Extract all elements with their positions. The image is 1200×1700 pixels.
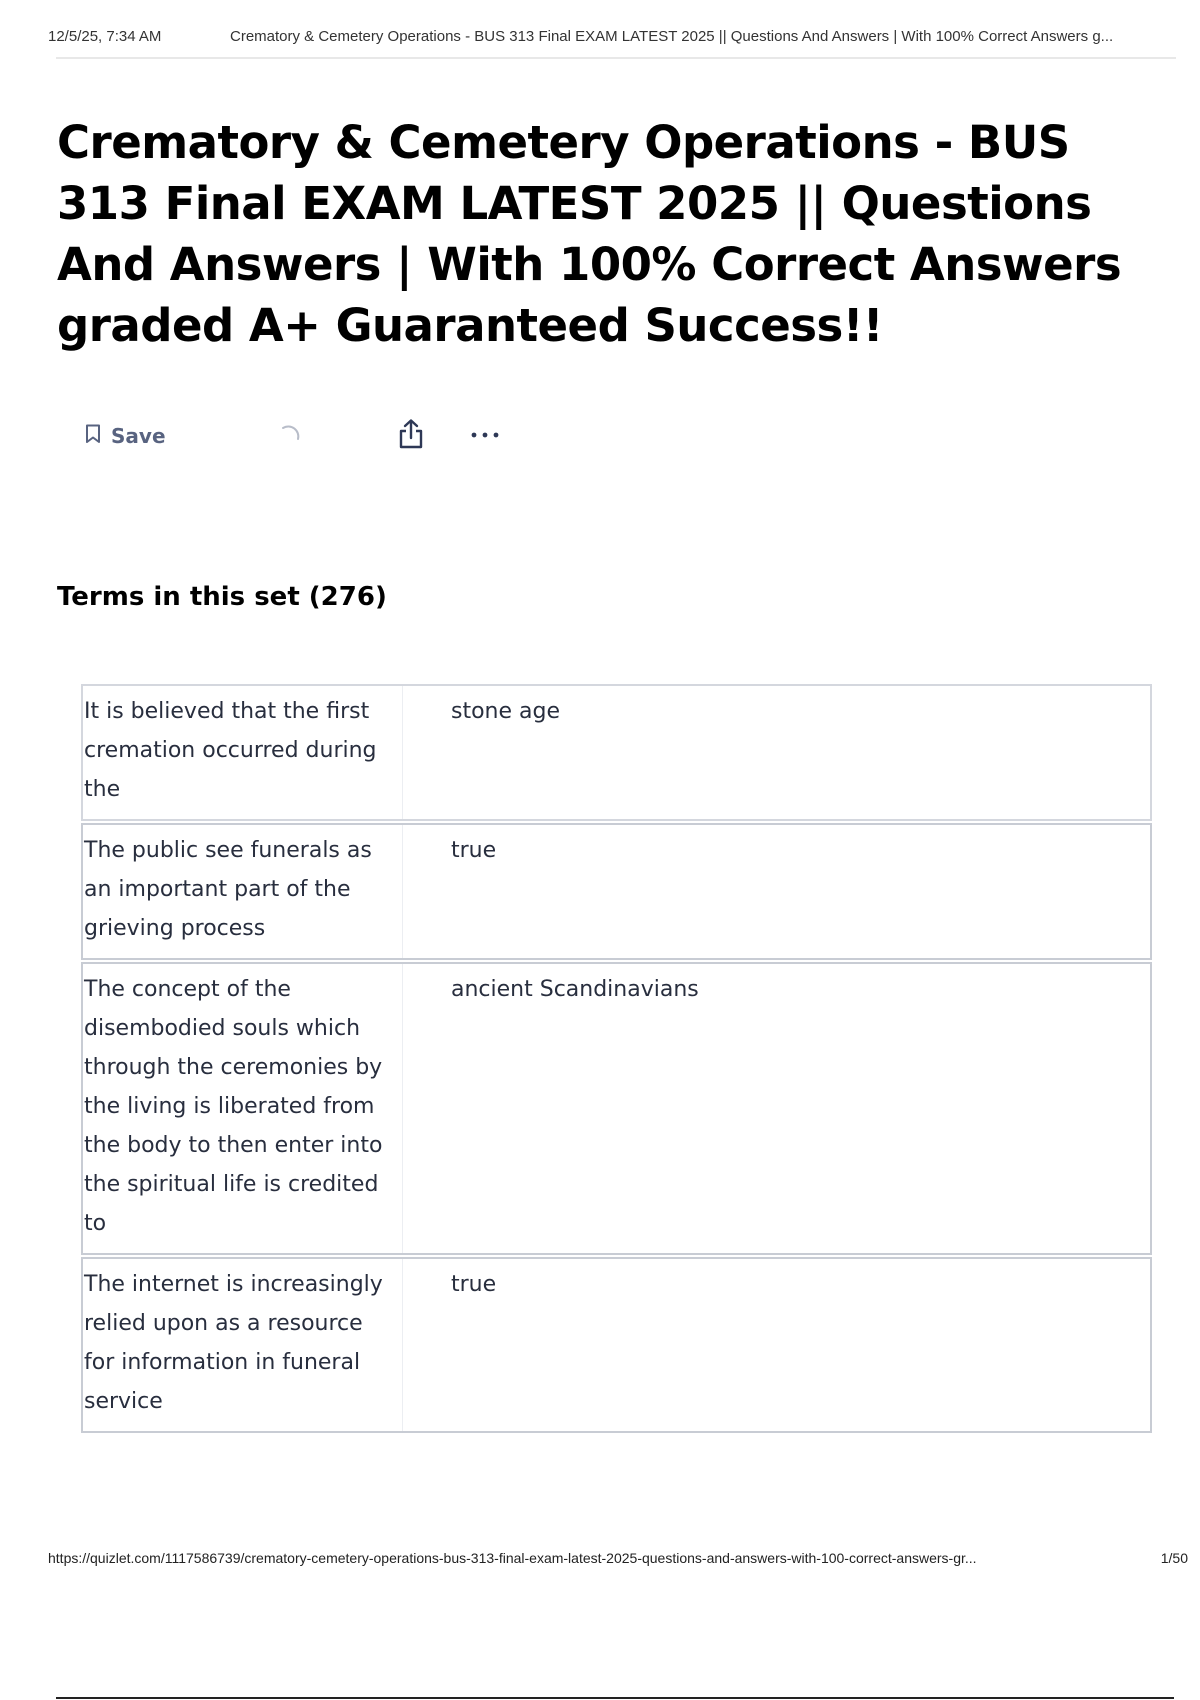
page-number: 1/50 <box>1160 1550 1188 1566</box>
more-horizontal-icon <box>470 427 500 445</box>
definition-text: true <box>451 838 497 863</box>
term-row <box>81 823 1152 960</box>
term-text: The internet is increasingly relied upon as a resource for information in funeral service <box>83 1259 403 1431</box>
share-button[interactable] <box>397 420 425 452</box>
term-text: The public see funerals as an important part of the grieving process <box>83 825 403 958</box>
term-text: The concept of the disembodied souls which through the ceremonies by the living is liberated from the body to then enter into the spiritual life is credited to <box>83 964 403 1253</box>
terms-table <box>81 684 1152 1435</box>
term-row <box>81 684 1152 821</box>
terms-heading: Terms in this set (276) <box>57 582 387 612</box>
definition-text: ancient Scandinavians <box>451 977 699 1002</box>
print-document-title: Crematory & Cemetery Operations - BUS 313 Final EXAM LATEST 2025 || Questions And Answers | With 100% Correct Answers g... <box>230 28 1114 45</box>
definition-text: stone age <box>451 699 561 724</box>
page-title: Crematory & Cemetery Operations - BUS 313 Final EXAM LATEST 2025 || Questions And Answers | With 100% Correct Answers graded A+ Guaranteed Success!! <box>57 116 1122 352</box>
spinner-icon <box>277 420 303 452</box>
term-row <box>81 1257 1152 1433</box>
share-icon <box>397 418 425 455</box>
header-divider <box>56 57 1176 59</box>
print-datetime: 12/5/25, 7:34 AM <box>48 28 162 45</box>
bookmark-icon <box>85 424 101 449</box>
save-label: Save <box>111 424 166 448</box>
page-bottom-divider <box>56 1697 1174 1699</box>
term-text: It is believed that the first cremation occurred during the <box>83 686 403 819</box>
more-options-button[interactable] <box>470 420 500 452</box>
term-row <box>81 962 1152 1255</box>
print-url: https://quizlet.com/1117586739/crematory-cemetery-operations-bus-313-final-exam-latest-2025-questions-and-answers-with-100-correct-answers-gr... <box>48 1550 977 1566</box>
definition-text: true <box>451 1272 497 1297</box>
save-button[interactable] <box>85 420 166 452</box>
